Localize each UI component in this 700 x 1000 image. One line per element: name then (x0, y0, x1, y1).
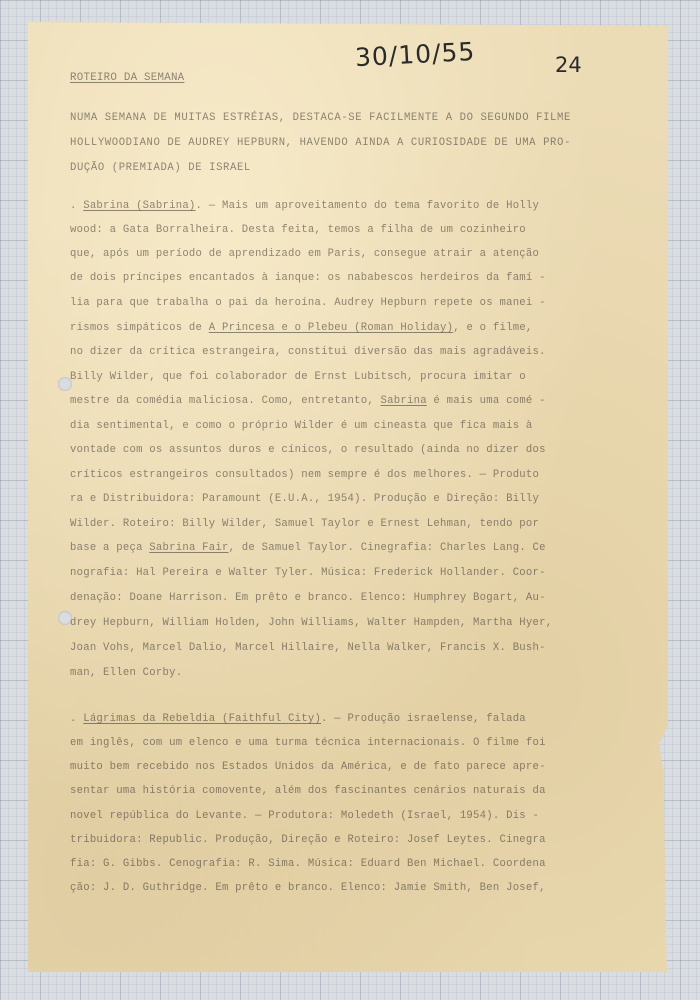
review-line: dia sentimental, e como o próprio Wilder é um cineasta que fica mais à (70, 420, 533, 432)
bullet: . (70, 713, 84, 725)
review-line: nografia: Hal Pereira e Walter Tyler. Música: Frederick Hollander. Coor- (70, 567, 546, 579)
film-title: Sabrina (Sabrina) (83, 200, 196, 212)
review-text: . — Mais um aproveitamento do tema favorito de Holly (195, 200, 540, 212)
review-line (70, 713, 526, 725)
review-text: , e o filme, (453, 322, 533, 334)
review-line: muito bem recebido nos Estados Unidos da América, e de fato parece apre- (70, 761, 546, 773)
review-line: lia para que trabalha o pai da heroína. Audrey Hepburn repete os manei - (70, 297, 546, 309)
review-text: rismos simpáticos de (70, 322, 209, 334)
review-line: em inglês, com um elenco e uma turma técnica internacionais. O filme foi (70, 737, 546, 749)
review-line: Wilder. Roteiro: Billy Wilder, Samuel Taylor e Ernest Lehman, tendo por (70, 518, 540, 530)
section-heading: ROTEIRO DA SEMANA (70, 72, 185, 84)
review-text: , de Samuel Taylor. Cinegrafia: Charles Lang. Ce (228, 542, 546, 554)
review-text: mestre da comédia maliciosa. Como, entretanto, (70, 395, 381, 407)
bullet: . (70, 200, 84, 212)
review-line: de dois príncipes encantados à ianque: os nababescos herdeiros da famí - (70, 272, 546, 284)
review-line: drey Hepburn, William Holden, John Williams, Walter Hampden, Martha Hyer, (70, 617, 553, 629)
review-line: ção: J. D. Guthridge. Em prêto e branco. Elenco: Jamie Smith, Ben Josef, (70, 882, 546, 894)
film-title: A Princesa e o Plebeu (Roman Holiday) (208, 322, 454, 334)
review-line: man, Ellen Corby. (70, 667, 183, 679)
review-line (70, 200, 539, 212)
review-line: que, após um período de aprendizado em Paris, consegue atrair a atenção (70, 248, 540, 260)
review-line: tribuidora: Republic. Produção, Direção e Roteiro: Josef Leytes. Cinegra (70, 834, 546, 846)
review-line: wood: a Gata Borralheira. Desta feita, temos a filha de um cozinheiro (70, 224, 526, 236)
review-line: vontade com os assuntos duros e cínicos, o resultado (ainda no dizer dos (70, 444, 546, 456)
handwritten-date: 30/10/55 (354, 36, 476, 73)
review-line: sentar uma história comovente, além dos fascinantes cenários naturais da (70, 785, 546, 797)
review-text: . — Produção israelense, falada (321, 713, 526, 725)
review-line: Billy Wilder, que foi colaborador de Ernst Lubitsch, procura imitar o (70, 371, 526, 383)
intro-line: DUÇÃO (PREMIADA) DE ISRAEL (70, 162, 251, 174)
intro-line: HOLLYWOODIANO DE AUDREY HEPBURN, HAVENDO AINDA A CURIOSIDADE DE UMA PRO- (70, 137, 571, 149)
film-title: Sabrina Fair (149, 542, 229, 554)
review-line: fia: G. Gibbs. Cenografia: R. Sima. Música: Eduard Ben Michael. Coordena (70, 858, 546, 870)
film-title: Lágrimas da Rebeldia (Faithful City) (83, 713, 322, 725)
intro-line: NUMA SEMANA DE MUITAS ESTRÉIAS, DESTACA-SE FACILMENTE A DO SEGUNDO FILME (70, 112, 571, 124)
review-line: novel república do Levante. — Produtora: Moledeth (Israel, 1954). Dis - (70, 810, 540, 822)
review-text: é mais uma comé - (426, 395, 546, 407)
film-title: Sabrina (380, 395, 427, 407)
review-line (70, 395, 546, 407)
review-line: críticos estrangeiros consultados) nem sempre é dos melhores. — Produto (70, 469, 540, 481)
handwritten-page-number: 24 (555, 53, 582, 77)
review-line (70, 542, 546, 554)
review-line (70, 322, 533, 334)
review-line: Joan Vohs, Marcel Dalio, Marcel Hillaire, Nella Walker, Francis X. Bush- (70, 642, 546, 654)
review-line: no dizer da crítica estrangeira, constitui diversão das mais agradáveis. (70, 346, 546, 358)
review-line: ra e Distribuidora: Paramount (E.U.A., 1954). Produção e Direção: Billy (70, 493, 540, 505)
review-line: denação: Doane Harrison. Em prêto e branco. Elenco: Humphrey Bogart, Au- (70, 592, 546, 604)
review-text: base a peça (70, 542, 150, 554)
